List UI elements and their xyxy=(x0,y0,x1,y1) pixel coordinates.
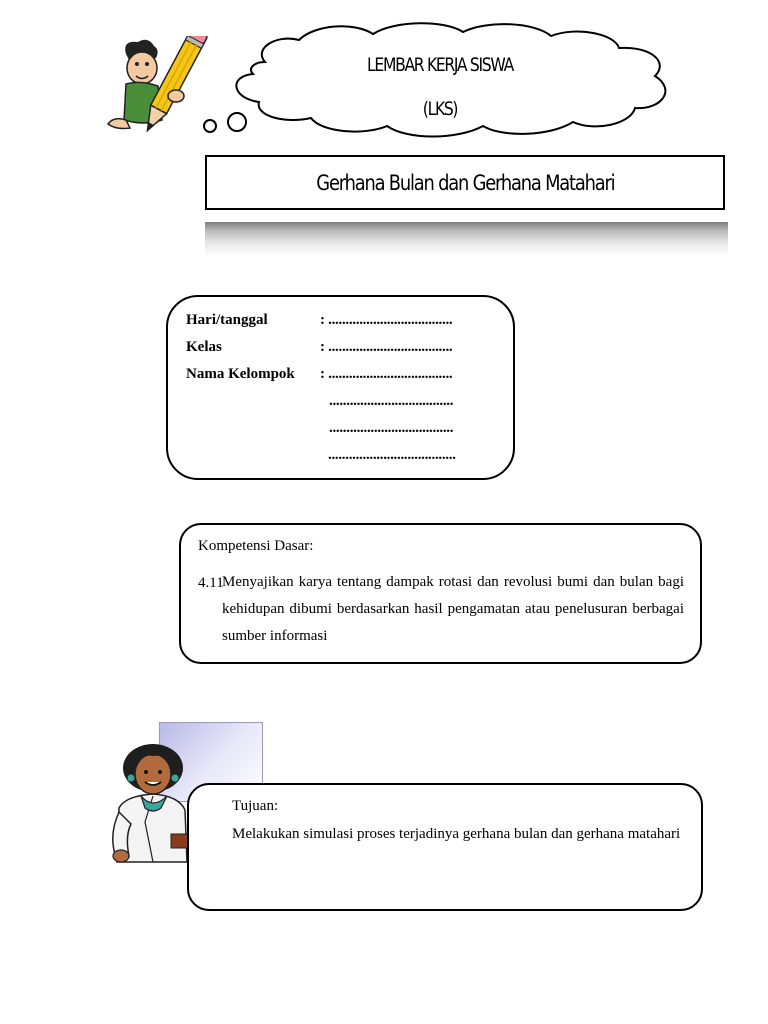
topic-title: Gerhana Bulan dan Gerhana Matahari xyxy=(315,170,615,195)
tujuan-heading: Tujuan: xyxy=(232,798,279,814)
kompetensi-number: 4.11 xyxy=(198,575,224,591)
worksheet-subtitle: (LKS) xyxy=(422,98,458,120)
kompetensi-heading: Kompetensi Dasar: xyxy=(198,538,314,554)
thought-cloud xyxy=(195,18,685,143)
field-label-group: Nama Kelompok xyxy=(186,366,295,382)
kompetensi-text: Menyajikan karya tentang dampak rotasi dan revolusi bumi dan bulan bagi kehidupan dibumi berdasarkan hasil pengamatan atau penelusuran berbagai sumber informasi xyxy=(222,574,684,644)
worksheet-title: LEMBAR KERJA SISWA xyxy=(367,54,513,76)
tujuan-text: Melakukan simulasi proses terjadinya gerhana bulan dan gerhana matahari xyxy=(232,826,681,842)
topic-box xyxy=(205,155,725,210)
field-blank-group-3[interactable]: .................................... xyxy=(329,420,454,436)
field-blank-class[interactable]: : .................................... xyxy=(320,339,453,355)
field-label-class: Kelas xyxy=(186,339,222,355)
shadow-divider xyxy=(205,222,728,256)
field-blank-group-2[interactable]: .................................... xyxy=(329,393,454,409)
field-blank-group-4[interactable]: ..................................... xyxy=(328,447,456,463)
field-blank-date[interactable]: : .................................... xyxy=(320,312,453,328)
teacher-icon xyxy=(105,738,195,868)
field-blank-group[interactable]: : .................................... xyxy=(320,366,453,382)
field-label-date: Hari/tanggal xyxy=(186,312,268,328)
